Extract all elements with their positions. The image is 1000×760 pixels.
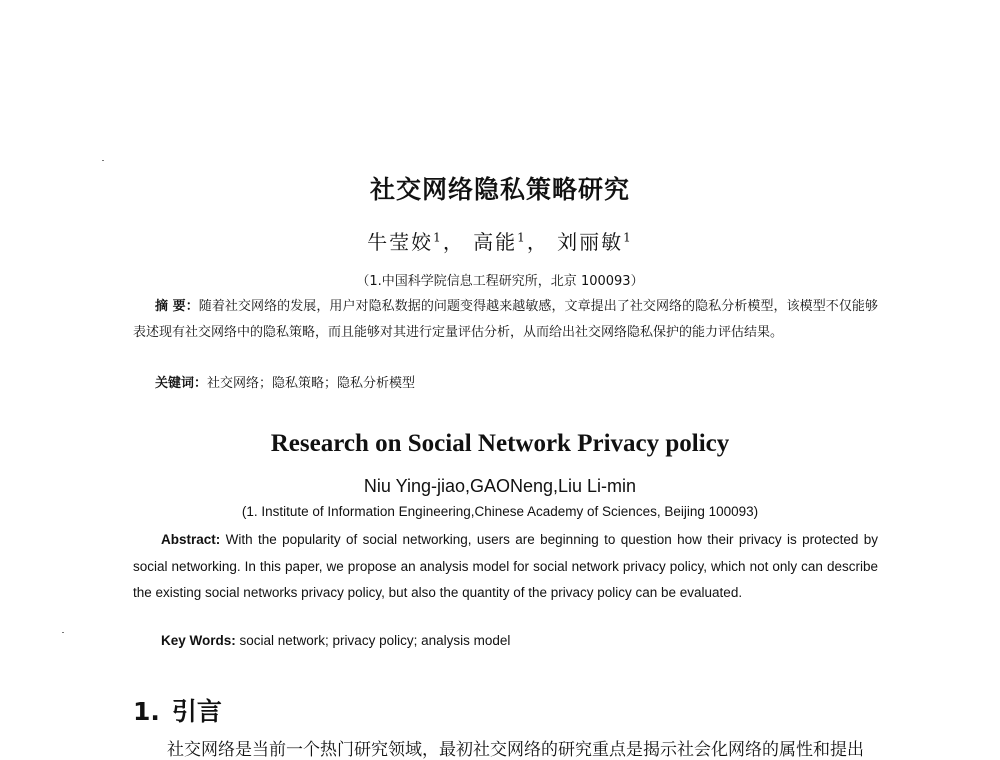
english-keywords-label: Key Words:: [161, 633, 236, 648]
author-affiliation-marker: 1: [517, 230, 527, 245]
english-abstract-label: Abstract:: [161, 532, 221, 547]
author-affiliation-marker: 1: [623, 230, 633, 245]
chinese-keywords: [155, 372, 875, 391]
english-abstract: [133, 527, 878, 607]
english-keywords: [161, 633, 881, 648]
english-title: Research on Social Network Privacy policy: [270, 430, 730, 457]
chinese-abstract-text: 随着社交网络的发展，用户对隐私数据的问题变得越来越敏感，文章提出了社交网络的隐私分析模型，该模型不仅能够表述现有社交网络中的隐私策略，而且能够对其进行定量评估分析，从而给出社交网络隐私保护的能力评估结果。: [133, 299, 878, 340]
section-title: 引言: [171, 697, 222, 726]
chinese-title: 社交网络隐私策略研究: [369, 175, 630, 204]
chinese-keywords-label: 关键词：: [155, 376, 208, 391]
scan-speck: [102, 160, 104, 161]
chinese-keywords-text: 社交网络；隐私策略；隐私分析模型: [207, 376, 416, 391]
author-separator: ，: [526, 230, 549, 254]
english-keywords-text: social network; privacy policy; analysis model: [235, 633, 511, 648]
chinese-abstract: [133, 294, 878, 346]
intro-paragraph: 社交网络是当前一个热门研究领域，最初社交网络的研究重点是揭示社会化网络的属性和提出: [167, 740, 864, 760]
chinese-authors: [0, 226, 1000, 255]
author-name: 刘丽敏: [557, 230, 624, 254]
section-heading: [133, 692, 222, 728]
section-number: 1.: [133, 697, 160, 726]
scan-speck: [62, 632, 64, 633]
author-name: 高能: [473, 230, 518, 254]
chinese-abstract-label: 摘 要：: [155, 299, 199, 314]
english-abstract-text: With the popularity of social networking, users are beginning to question how their privacy is protected by social networking. In this paper, we propose an analysis model for social network privacy policy, which not only can describe the existing social networks privacy policy, but also the quantity of the privacy policy can be evaluated.: [133, 532, 878, 600]
english-authors: Niu Ying-jiao,GAONeng,Liu Li-min: [363, 476, 637, 496]
author-affiliation-marker: 1: [433, 230, 443, 245]
author-name: 牛莹姣: [367, 230, 434, 254]
author-separator: ，: [442, 230, 465, 254]
english-affiliation: (1. Institute of Information Engineering,Chinese Academy of Sciences, Beijing 100093): [241, 504, 759, 519]
chinese-affiliation: （1.中国科学院信息工程研究所，北京 100093）: [356, 274, 644, 289]
